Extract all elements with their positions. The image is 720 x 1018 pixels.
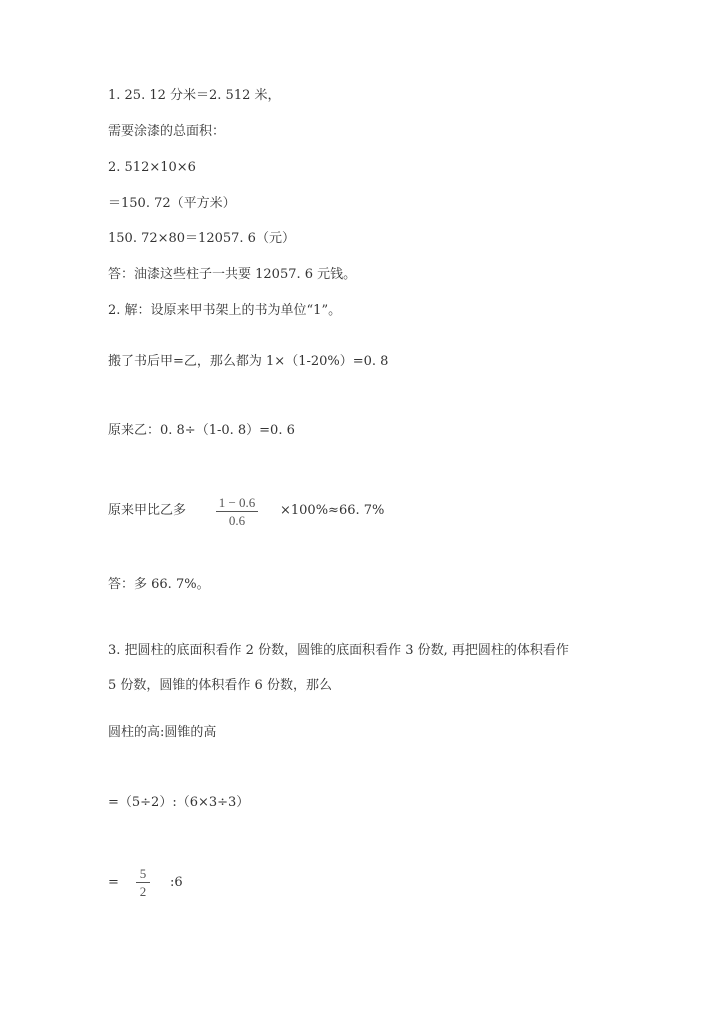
p1-line-cost: 150. 72×80＝12057. 6（元） (108, 231, 295, 246)
fraction-bar (216, 511, 258, 512)
fraction-numerator: 1 − 0.6 (218, 495, 256, 510)
p1-line-conversion: 1. 25. 12 分米＝2. 512 米， (108, 88, 281, 103)
p3-fraction (136, 866, 150, 899)
p1-line-expression: 2. 512×10×6 (108, 160, 196, 175)
p1-line-area-heading: 需要涂漆的总面积： (108, 124, 226, 139)
p2-line-setup: 2. 解：设原来甲书架上的书为单位“1”。 (108, 303, 342, 318)
p2-line-comparison-suffix: ×100%≈66. 7% (280, 503, 385, 518)
fraction-denominator: 0.6 (228, 513, 246, 528)
p2-line-after-move: 搬了书后甲=乙，那么都为 1×（1-20%）=0. 8 (108, 354, 389, 369)
p2-line-original-b: 原来乙：0. 8÷（1-0. 8）=0. 6 (108, 423, 295, 438)
p3-line-ratio-heading: 圆柱的高:圆锥的高 (108, 725, 217, 740)
p1-line-area-result: ＝150. 72（平方米） (108, 196, 236, 211)
p2-line-answer: 答：多 66. 7%。 (108, 577, 210, 592)
p3-line-result-prefix: = (108, 875, 119, 890)
fraction-denominator: 2 (139, 884, 147, 899)
fraction-bar (136, 882, 150, 883)
p1-line-answer: 答：油漆这些柱子一共要 12057. 6 元钱。 (108, 267, 357, 282)
p3-line-ratio-expression: =（5÷2）:（6×3÷3） (108, 795, 250, 810)
p3-line-result-suffix: :6 (170, 875, 183, 890)
p3-line-setup: 3. 把圆柱的底面积看作 2 份数，圆锥的底面积看作 3 份数, 再把圆柱的体积看作 (108, 643, 569, 658)
p3-line-setup-cont: 5 份数，圆锥的体积看作 6 份数，那么 (108, 678, 332, 693)
fraction-numerator: 5 (139, 866, 147, 881)
p2-fraction (216, 495, 258, 528)
p2-line-comparison-prefix: 原来甲比乙多 (108, 503, 187, 518)
